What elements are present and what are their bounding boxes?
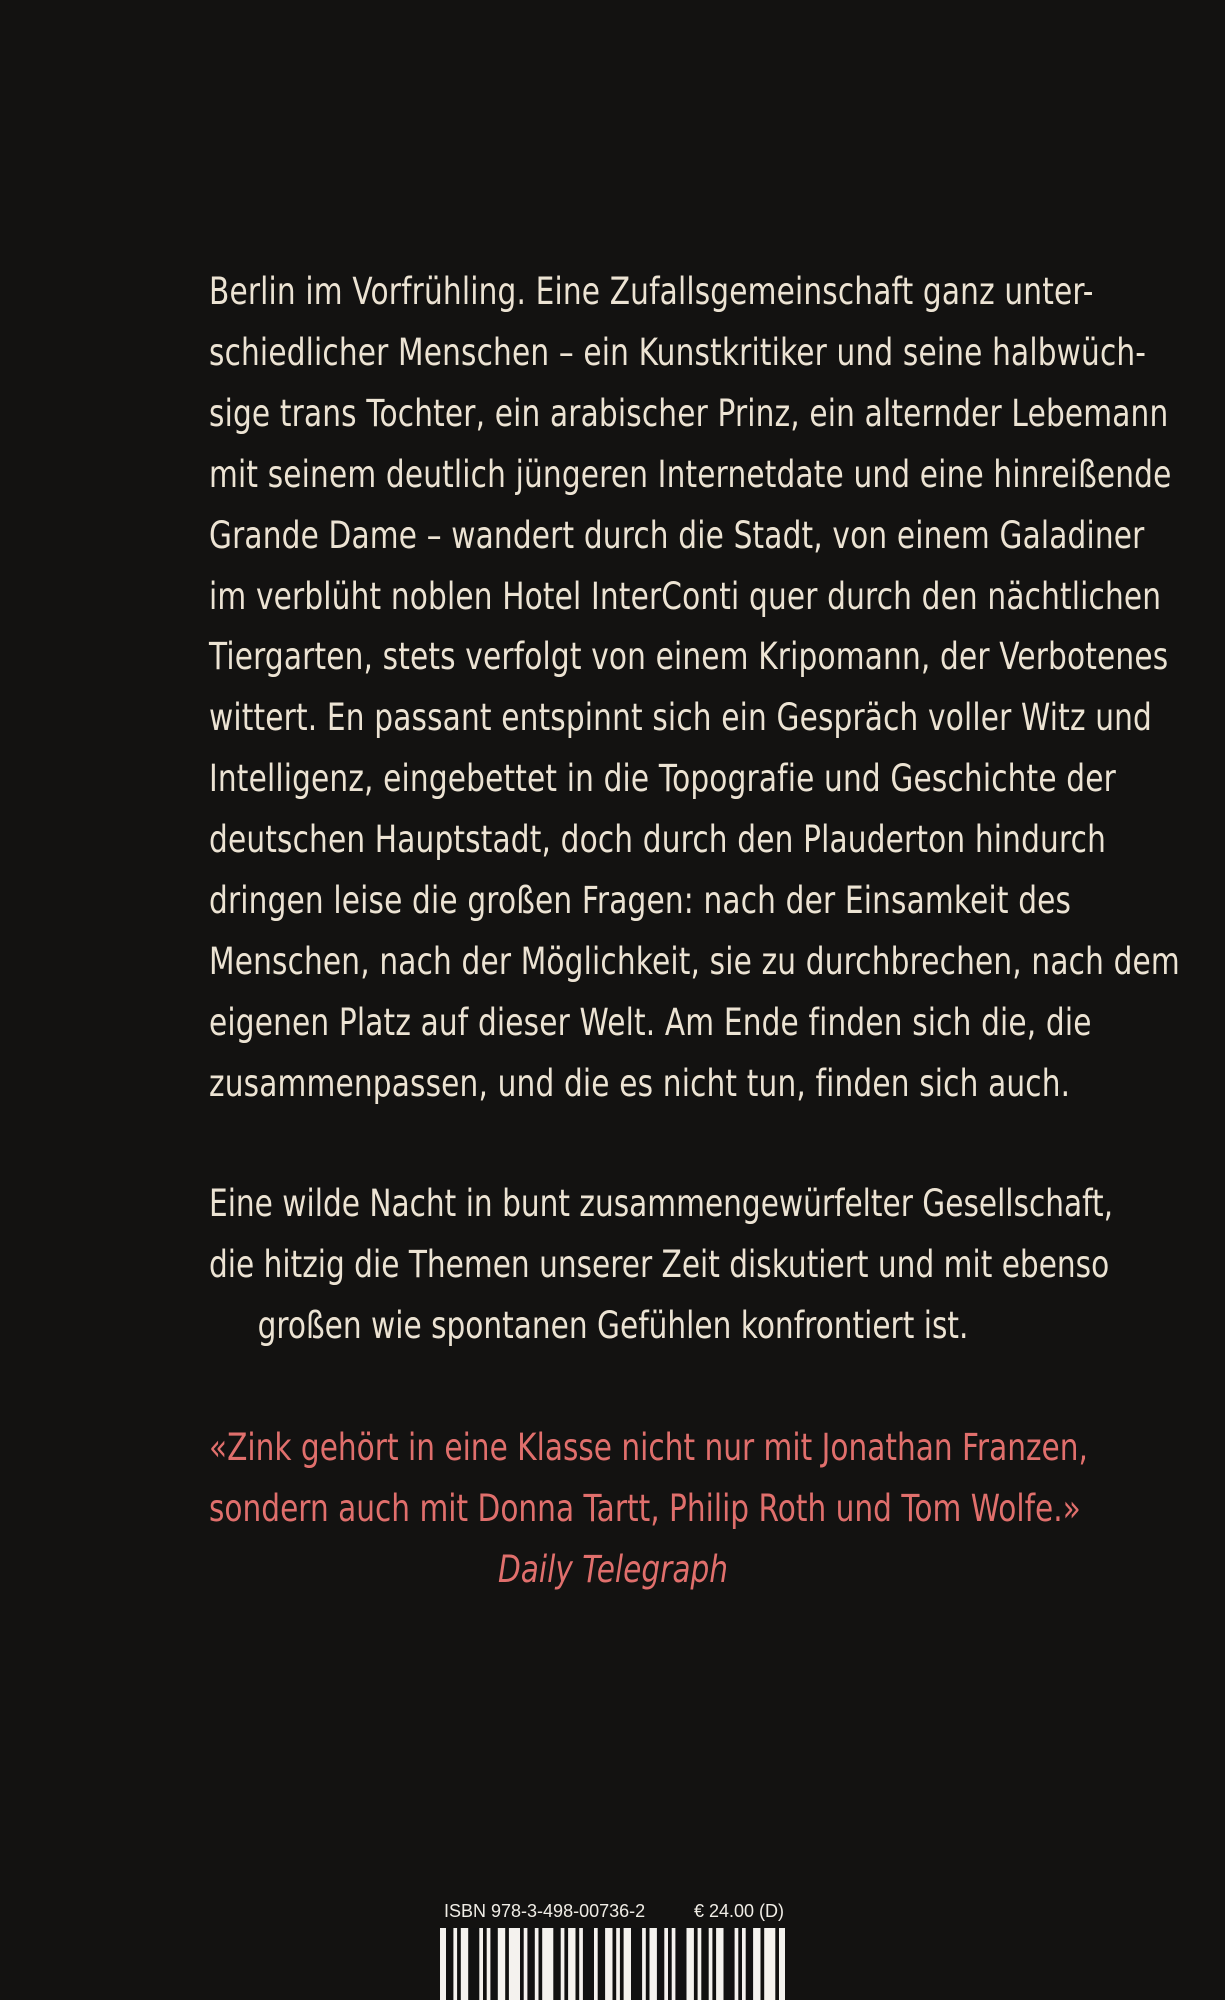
summary-line: die hitzig die Themen unserer Zeit diskutiert und mit ebenso <box>209 1242 1110 1286</box>
barcode-bar <box>646 1928 650 2000</box>
blurb-line: Berlin im Vorfrühling. Eine Zufallsgemeinschaft ganz unter- <box>209 270 1094 313</box>
barcode-bar <box>631 1928 642 2000</box>
quote-line: «Zink gehört in eine Klasse nicht nur mit Jonathan Franzen, <box>209 1426 1088 1469</box>
barcode-bar <box>527 1928 534 2000</box>
barcode-bar <box>583 1928 594 2000</box>
summary-line: Eine wilde Nacht in bunt zusammengewürfelter Gesellschaft, <box>209 1182 1114 1225</box>
summary-paragraph <box>209 1174 1114 1357</box>
blurb-line: schiedlicher Menschen – ein Kunstkritiker und seine halbwüch- <box>209 330 1147 374</box>
blurb-line: dringen leise die großen Fragen: nach der Einsamkeit des <box>209 879 1072 923</box>
barcode-bar <box>620 1928 624 2000</box>
barcode-bar <box>539 1928 543 2000</box>
barcode-bar <box>694 1928 698 2000</box>
barcode-bar <box>738 1928 742 2000</box>
barcode-bar <box>712 1928 716 2000</box>
quote-line: sondern auch mit Donna Tartt, Philip Roth und Tom Wolfe.» <box>209 1486 1081 1530</box>
barcode <box>440 1928 785 2000</box>
press-quote <box>209 1418 1088 1601</box>
price-text: € 24.00 (D) <box>693 1901 784 1921</box>
blurb-line: eigenen Platz auf dieser Welt. Am Ende finden sich die, die <box>209 1000 1092 1044</box>
barcode-bar <box>668 1928 672 2000</box>
barcode-bar <box>775 1928 779 2000</box>
barcode-bar <box>675 1928 686 2000</box>
barcode-bar <box>576 1928 580 2000</box>
barcode-bar <box>761 1928 765 2000</box>
barcode-bar <box>505 1928 509 2000</box>
barcode-bar <box>746 1928 753 2000</box>
barcode-bar <box>564 1928 568 2000</box>
barcode-bar <box>657 1928 664 2000</box>
blurb-line: mit seinem deutlich jüngeren Internetdate und eine hinreißende <box>209 452 1172 496</box>
barcode-bar <box>520 1928 524 2000</box>
barcode-bar <box>553 1928 560 2000</box>
isbn-text: ISBN 978-3-498-00736-2 <box>444 1901 646 1921</box>
quote-source: Daily Telegraph <box>497 1547 729 1591</box>
barcode-bar <box>468 1928 479 2000</box>
summary-line: großen wie spontanen Gefühlen konfrontiert ist. <box>257 1303 969 1347</box>
blurb-line: sige trans Tochter, ein arabischer Prinz, ein alternder Lebemann <box>209 391 1169 435</box>
isbn-price-row <box>444 1898 784 1924</box>
blurb-line: wittert. En passant entspinnt sich ein Gespräch voller Witz und <box>209 696 1153 740</box>
blurb-paragraph <box>209 262 1180 1115</box>
barcode-bar <box>457 1928 461 2000</box>
blurb-line: Tiergarten, stets verfolgt von einem Kripomann, der Verbotenes <box>209 635 1169 679</box>
barcode-bar <box>598 1928 605 2000</box>
blurb-line: deutschen Hauptstadt, doch durch den Plauderton hindurch <box>209 818 1106 862</box>
blurb-line: zusammenpassen, und die es nicht tun, finden sich auch. <box>209 1061 1071 1105</box>
blurb-line: Menschen, nach der Möglichkeit, sie zu durchbrechen, nach dem <box>209 939 1180 983</box>
barcode-bar <box>724 1928 735 2000</box>
blurb-line: im verblüht noblen Hotel InterConti quer durch den nächtlichen <box>209 574 1162 618</box>
barcode-bar <box>483 1928 487 2000</box>
barcode-bar <box>490 1928 497 2000</box>
barcode-bar <box>701 1928 708 2000</box>
blurb-line: Grande Dame – wandert durch die Stadt, von einem Galadiner <box>209 513 1145 557</box>
barcode-graphic <box>440 1928 785 2000</box>
blurb-line: Intelligenz, eingebettet in die Topografie und Geschichte der <box>209 757 1116 801</box>
barcode-bar <box>613 1928 617 2000</box>
barcode-bar <box>446 1928 453 2000</box>
